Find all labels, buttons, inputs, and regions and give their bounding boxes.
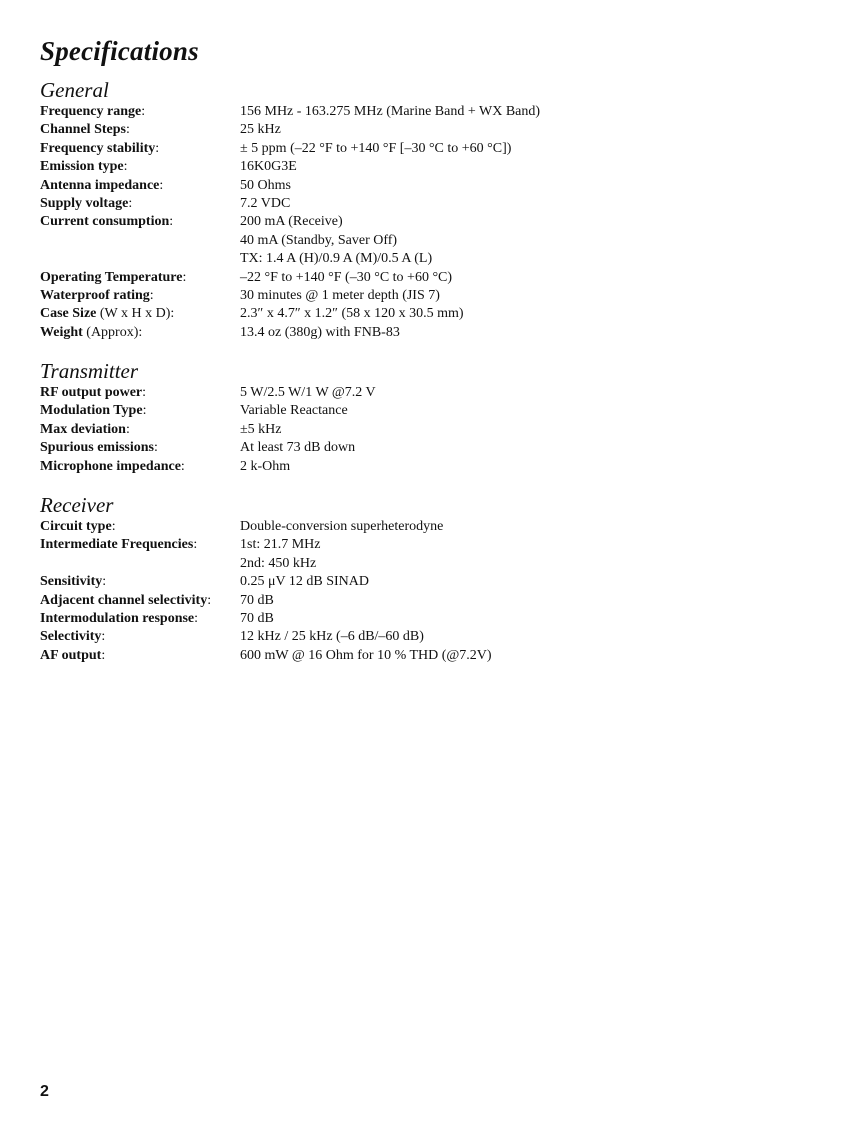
spec-value: TX: 1.4 A (H)/0.9 A (M)/0.5 A (L) [240, 251, 433, 267]
spec-label-name: Max deviation [40, 421, 126, 437]
spec-label [40, 458, 240, 476]
spec-values [240, 269, 840, 287]
spec-label [40, 628, 240, 646]
spec-label-suffix: : [102, 574, 107, 590]
spec-label-name: Microphone impedance [40, 458, 181, 474]
spec-row [40, 402, 840, 420]
spec-row [40, 305, 840, 323]
spec-label-name: Modulation Type [40, 403, 143, 419]
spec-label-name: Frequency range [40, 104, 142, 119]
spec-values [240, 103, 840, 121]
spec-label-suffix: : [123, 159, 128, 175]
spec-label-suffix: : [193, 537, 198, 553]
page-number: 2 [40, 1083, 49, 1100]
spec-label-name: Circuit type [40, 519, 112, 534]
spec-value: 1st: 21.7 MHz [240, 537, 321, 553]
spec-value: 25 kHz [240, 122, 281, 138]
spec-label-name: Adjacent channel selectivity [40, 592, 208, 608]
spec-label-suffix: : [207, 592, 212, 608]
spec-list-transmitter [40, 384, 840, 476]
spec-label-name: Frequency stability [40, 140, 156, 156]
spec-row [40, 384, 840, 402]
spec-values [240, 305, 840, 323]
spec-label-suffix: (W x H x D): [96, 306, 175, 322]
spec-row [40, 103, 840, 121]
spec-label-name: Supply voltage [40, 196, 129, 212]
spec-values [240, 177, 840, 195]
spec-row [40, 610, 840, 628]
spec-value: 70 dB [240, 592, 274, 608]
spec-value: 0.25 μV 12 dB SINAD [240, 574, 369, 590]
spec-label-suffix: : [141, 104, 146, 119]
spec-value: 7.2 VDC [240, 196, 291, 212]
spec-label [40, 213, 240, 268]
spec-values [240, 158, 840, 176]
spec-label [40, 324, 240, 342]
spec-values [240, 518, 840, 536]
spec-row [40, 458, 840, 476]
spec-value: ± 5 ppm (–22 °F to +140 °F [–30 °C to +60 °C]) [240, 140, 512, 156]
spec-label-suffix: : [155, 140, 160, 156]
spec-label [40, 177, 240, 195]
spec-label-name: Operating Temperature [40, 269, 183, 285]
spec-value: 2 k-Ohm [240, 458, 291, 474]
spec-label [40, 518, 240, 536]
spec-row [40, 439, 840, 457]
spec-row [40, 324, 840, 342]
spec-label [40, 647, 240, 665]
spec-label-name: AF output [40, 647, 102, 663]
spec-label-suffix: : [142, 385, 147, 400]
spec-label-suffix: : [194, 611, 199, 627]
spec-label [40, 287, 240, 305]
spec-row [40, 195, 840, 213]
spec-row [40, 647, 840, 665]
spec-values [240, 213, 840, 268]
spec-value: 12 kHz / 25 kHz (–6 dB/–60 dB) [240, 629, 424, 645]
spec-values [240, 287, 840, 305]
spec-label-suffix: : [125, 421, 130, 437]
spec-values [240, 610, 840, 628]
spec-label [40, 140, 240, 158]
spec-row [40, 269, 840, 287]
spec-label-name: Selectivity [40, 629, 102, 645]
spec-label-name: Intermodulation response [40, 611, 195, 627]
spec-values [240, 458, 840, 476]
spec-values [240, 592, 840, 610]
spec-label-name: Spurious emissions [40, 440, 154, 456]
spec-value: 16K0G3E [240, 159, 297, 175]
spec-label [40, 384, 240, 402]
spec-row [40, 158, 840, 176]
spec-label [40, 103, 240, 121]
spec-label-suffix: : [159, 177, 164, 193]
spec-label [40, 421, 240, 439]
spec-value: Double-conversion superheterodyne [240, 519, 444, 534]
spec-row [40, 287, 840, 305]
spec-value: –22 °F to +140 °F (–30 °C to +60 °C) [240, 269, 453, 285]
spec-label [40, 610, 240, 628]
spec-label-name: Sensitivity [40, 574, 103, 590]
spec-value: 30 minutes @ 1 meter depth (JIS 7) [240, 288, 440, 304]
section-transmitter [40, 359, 840, 476]
spec-label-suffix: : [128, 196, 133, 212]
spec-value: 600 mW @ 16 Ohm for 10 % THD (@7.2V) [240, 647, 492, 663]
spec-value: 2nd: 450 kHz [240, 555, 317, 571]
spec-row [40, 573, 840, 591]
spec-value: 70 dB [240, 611, 274, 627]
spec-label-suffix: : [111, 519, 116, 534]
spec-row [40, 628, 840, 646]
spec-value: 2.3″ x 4.7″ x 1.2″ (58 x 120 x 30.5 mm) [240, 306, 464, 322]
spec-values [240, 402, 840, 420]
spec-label [40, 158, 240, 176]
spec-values [240, 324, 840, 342]
spec-value: Variable Reactance [240, 403, 348, 419]
spec-row [40, 518, 840, 536]
spec-label-suffix: (Approx): [82, 324, 143, 340]
spec-label [40, 439, 240, 457]
spec-values [240, 536, 840, 573]
spec-label-suffix: : [182, 269, 187, 285]
spec-label-suffix: : [142, 403, 147, 419]
spec-label-suffix: : [101, 629, 106, 645]
spec-label-name: Antenna impedance [40, 177, 160, 193]
spec-row [40, 421, 840, 439]
spec-values [240, 140, 840, 158]
spec-value: 40 mA (Standby, Saver Off) [240, 232, 398, 248]
spec-value: 156 MHz - 163.275 MHz (Marine Band + WX Band) [240, 104, 541, 119]
spec-value: ±5 kHz [240, 421, 282, 437]
spec-value: 50 Ohms [240, 177, 291, 193]
spec-row [40, 177, 840, 195]
section-heading-general: General [40, 78, 109, 102]
section-receiver [40, 493, 840, 665]
spec-row [40, 592, 840, 610]
spec-label [40, 536, 240, 573]
spec-values [240, 573, 840, 591]
spec-label-name: Case Size [40, 306, 97, 322]
spec-label [40, 573, 240, 591]
spec-label [40, 402, 240, 420]
spec-values [240, 439, 840, 457]
spec-label [40, 592, 240, 610]
spec-label-name: Current consumption [40, 214, 170, 230]
section-heading-transmitter: Transmitter [40, 359, 139, 383]
spec-values [240, 647, 840, 665]
spec-label-suffix: : [153, 440, 158, 456]
spec-row [40, 121, 840, 139]
spec-values [240, 195, 840, 213]
spec-value: 200 mA (Receive) [240, 214, 343, 230]
spec-label-suffix: : [149, 288, 154, 304]
spec-values [240, 421, 840, 439]
spec-label-suffix: : [125, 122, 130, 138]
spec-list-general [40, 103, 840, 342]
spec-values [240, 121, 840, 139]
spec-label-name: Weight [40, 324, 83, 340]
page-title: Specifications [40, 36, 199, 66]
spec-label-suffix: : [169, 214, 174, 230]
spec-label-name: RF output power [40, 385, 143, 400]
spec-label-name: Emission type [40, 159, 124, 175]
spec-value: At least 73 dB down [240, 440, 356, 456]
spec-label [40, 269, 240, 287]
spec-value: 5 W/2.5 W/1 W @7.2 V [240, 385, 376, 400]
spec-label [40, 305, 240, 323]
spec-values [240, 628, 840, 646]
spec-row [40, 213, 840, 268]
spec-value: 13.4 oz (380g) with FNB-83 [240, 324, 400, 340]
spec-label [40, 121, 240, 139]
spec-label-name: Channel Steps [40, 122, 126, 138]
section-heading-receiver: Receiver [40, 493, 114, 517]
spec-row [40, 536, 840, 573]
spec-label-name: Intermediate Frequencies [40, 537, 194, 553]
section-general [40, 78, 840, 342]
spec-row [40, 140, 840, 158]
spec-list-receiver [40, 518, 840, 665]
spec-label-suffix: : [180, 458, 185, 474]
spec-label [40, 195, 240, 213]
spec-values [240, 384, 840, 402]
spec-label-suffix: : [101, 647, 106, 663]
spec-label-name: Waterproof rating [40, 288, 150, 304]
